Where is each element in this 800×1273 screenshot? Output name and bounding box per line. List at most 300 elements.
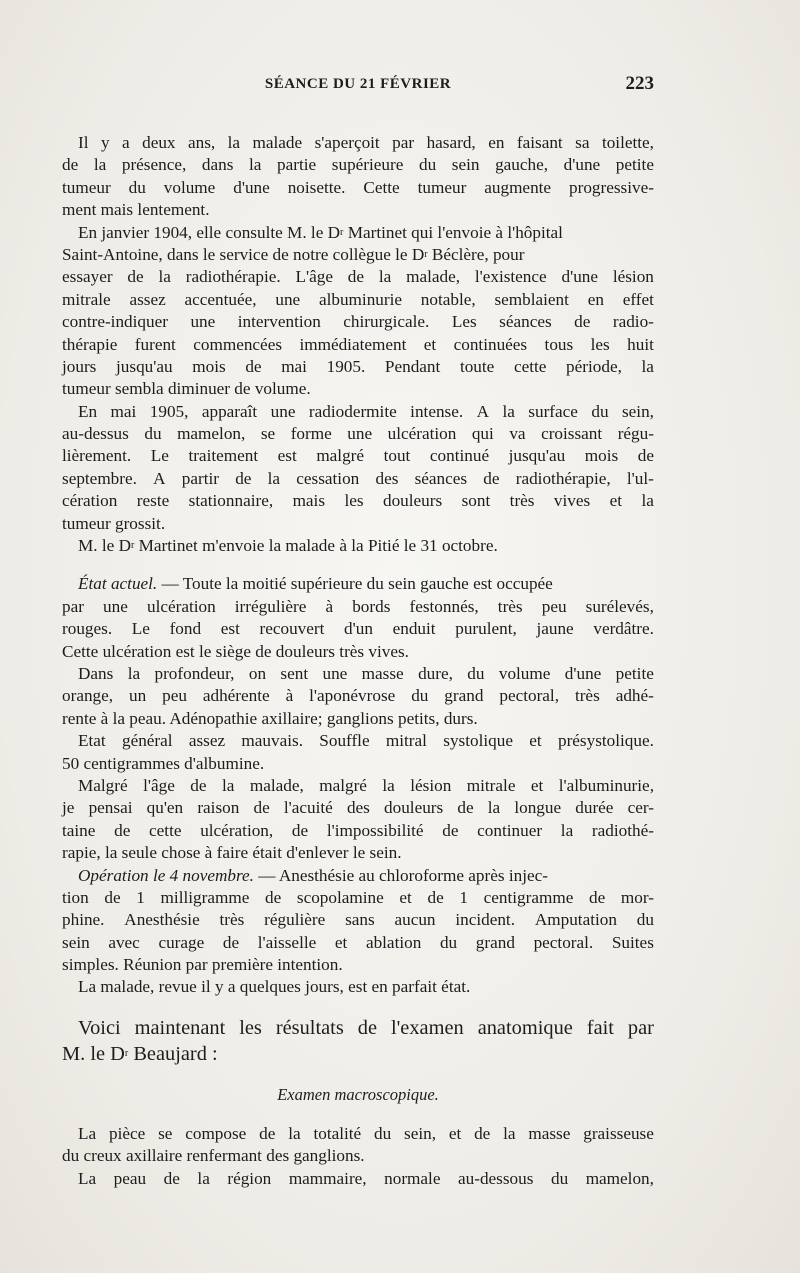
word: faisant <box>516 133 563 152</box>
word: mor- <box>620 887 654 907</box>
word: peu <box>541 596 567 616</box>
word: masse <box>528 1123 571 1143</box>
word: Les <box>451 312 477 332</box>
word: partie <box>277 155 317 175</box>
word: septembre. <box>62 468 137 488</box>
word: festonnés, <box>409 596 479 616</box>
word: radiodermite <box>308 401 397 421</box>
paragraph-gap <box>62 999 654 1015</box>
word: par <box>627 1016 654 1039</box>
word: aucun <box>394 910 436 930</box>
word: de <box>245 356 262 376</box>
word: sein <box>451 155 480 175</box>
word: du <box>418 155 437 175</box>
word: tumeur <box>62 177 111 197</box>
word: tumeur <box>417 177 467 197</box>
word: 1 <box>459 887 468 907</box>
word: essayer <box>62 267 113 287</box>
word: orange, <box>62 686 114 706</box>
text-line <box>62 820 654 842</box>
word: séances <box>414 468 468 488</box>
word: une <box>190 312 216 332</box>
word: assez <box>129 289 166 309</box>
text-line: ment mais lentement. <box>62 200 210 220</box>
section-title: Examen macroscopique. <box>277 1084 439 1104</box>
word: purulent, <box>455 619 517 639</box>
word: en <box>587 289 604 309</box>
word: et <box>448 1123 462 1143</box>
text-line <box>62 887 654 909</box>
word: la <box>288 1123 301 1143</box>
word: sein, <box>404 1123 437 1143</box>
word: recouvert <box>259 619 325 639</box>
word: la <box>93 155 107 175</box>
word: mitrale <box>466 775 516 795</box>
word: totalité <box>313 1123 362 1143</box>
word: très <box>219 910 245 930</box>
text-line <box>62 618 654 640</box>
text-line <box>62 535 654 557</box>
word: semblaient <box>494 289 569 309</box>
word: l'impossibilité <box>326 820 424 840</box>
body-text <box>62 132 654 1190</box>
word: d'un <box>344 619 373 639</box>
word: toute <box>459 356 495 376</box>
word: jusqu'au <box>116 356 173 376</box>
text-line <box>62 797 654 819</box>
word: stationnaire, <box>188 491 274 511</box>
text-line <box>62 685 654 707</box>
word: cessation <box>296 468 360 488</box>
word: est <box>277 446 297 466</box>
word: radiothé- <box>591 820 654 840</box>
word: la <box>267 468 281 488</box>
word: noisette. <box>287 177 346 197</box>
text-run: Martinet qui l'envoie à l'hôpital <box>343 222 563 242</box>
word: furent <box>134 334 176 354</box>
word: cération <box>62 491 118 511</box>
text-line <box>62 730 654 752</box>
word: l'ul- <box>626 468 654 488</box>
text-line <box>62 154 654 176</box>
word: a <box>122 133 130 152</box>
word: ulcération <box>387 424 457 444</box>
text-line: simples. Réunion par première intention. <box>62 955 343 975</box>
word: une <box>347 424 373 444</box>
word: la <box>487 798 501 818</box>
word: la <box>503 1123 516 1143</box>
word: sein, <box>621 401 654 421</box>
word: présence, <box>121 155 187 175</box>
word: bords <box>352 596 391 616</box>
word: radio- <box>612 312 654 332</box>
word: de <box>291 820 309 840</box>
text-line <box>62 663 654 685</box>
word: de <box>442 820 459 840</box>
word: d'une <box>564 663 602 683</box>
word: l'aponévrose <box>309 686 396 706</box>
word: surélevés, <box>585 596 654 616</box>
text-line <box>62 289 654 311</box>
word: et <box>609 491 623 511</box>
word: deux <box>142 133 176 152</box>
word: du <box>591 401 609 421</box>
word: immédiatement <box>299 334 407 354</box>
word: mamelon, <box>177 424 246 444</box>
word: curage <box>158 932 205 952</box>
word: présystolique. <box>557 731 654 751</box>
word: adhé- <box>615 686 654 706</box>
word: je <box>62 798 75 818</box>
text-line <box>62 266 654 288</box>
word: de <box>357 1016 377 1039</box>
word: malade <box>252 133 303 152</box>
word: hasard, <box>426 133 476 152</box>
page-number: 223 <box>625 73 654 94</box>
word: de <box>483 468 500 488</box>
word: cette <box>513 356 547 376</box>
running-title: SÉANCE DU 21 FÉVRIER <box>264 76 452 92</box>
word: l'âge <box>143 775 175 795</box>
word: de <box>474 1123 491 1143</box>
word: ans, <box>187 133 216 152</box>
word: centigramme <box>483 887 574 907</box>
superscript: r <box>340 226 344 238</box>
word: la <box>641 356 654 376</box>
text-line <box>62 177 654 199</box>
word: mois <box>192 356 226 376</box>
text-line: Cette ulcération est le siège de douleurs très vives. <box>62 641 409 661</box>
word: contre-indiquer <box>62 312 168 332</box>
word: taine <box>62 820 96 840</box>
text-line <box>62 865 654 887</box>
word: sont <box>461 491 491 511</box>
word: Pendant <box>384 356 441 376</box>
word: albuminurie <box>318 289 403 309</box>
word: une <box>270 401 296 421</box>
word: apparaît <box>201 401 258 421</box>
word: notable, <box>420 289 476 309</box>
word: et <box>529 731 542 751</box>
word: supérieure <box>331 155 404 175</box>
word: la <box>560 820 574 840</box>
word: chirurgicale. <box>343 312 430 332</box>
word: séances <box>499 312 552 332</box>
text-run: — Toute la moitié supérieure du sein gauche est occupée <box>157 574 553 594</box>
text-line <box>62 490 654 512</box>
word: la <box>378 267 392 287</box>
text-run: Martinet m'envoie la malade à la Pitié le 31 octobre. <box>134 536 498 556</box>
word: malade, <box>249 775 304 795</box>
word: la <box>502 401 515 421</box>
text-run: M. le D <box>78 536 131 556</box>
paragraph-gap <box>62 1107 654 1123</box>
word: augmente <box>484 177 552 197</box>
word: la <box>641 491 654 511</box>
word: des <box>346 798 370 818</box>
word: une <box>275 289 301 309</box>
text-line <box>62 222 654 244</box>
text-line <box>62 596 654 618</box>
text-line: 50 centigrammes d'albumine. <box>62 753 265 773</box>
word: Le <box>150 446 169 466</box>
word: du <box>550 1168 569 1188</box>
word: accentuée, <box>184 289 257 309</box>
word: forme <box>290 424 332 444</box>
text-run: Saint-Antoine, dans le service de notre collègue le D <box>62 244 425 264</box>
word: ulcération, <box>200 820 274 840</box>
word: va <box>509 424 526 444</box>
word: Amputation <box>534 910 617 930</box>
word: de <box>114 820 131 840</box>
word: mauvais. <box>241 731 303 751</box>
word: cer- <box>627 798 654 818</box>
word: du <box>144 424 162 444</box>
word: du <box>467 663 485 683</box>
word: effet <box>622 289 654 309</box>
text-line <box>62 932 654 954</box>
paragraph-gap <box>62 1067 654 1083</box>
word: gauche, <box>495 155 549 175</box>
word: qu'en <box>146 798 184 818</box>
word: grand <box>475 932 515 952</box>
word: grand <box>444 686 484 706</box>
word: l'examen <box>390 1016 464 1039</box>
word: de <box>574 312 591 332</box>
word: dans <box>201 155 234 175</box>
word: toilette, <box>601 133 654 152</box>
word: 1 <box>136 887 145 907</box>
word: mammaire, <box>288 1168 367 1188</box>
word: rouges. <box>62 619 113 639</box>
word: assez <box>188 731 226 751</box>
word: mamelon, <box>585 1168 654 1188</box>
word: surface <box>528 401 578 421</box>
word: du <box>636 910 654 930</box>
word: La <box>78 1123 97 1143</box>
word: de <box>457 798 474 818</box>
word: les <box>590 334 610 354</box>
word: jusqu'au <box>508 446 566 466</box>
word: douleurs <box>382 491 443 511</box>
word: et <box>399 887 412 907</box>
word: phine. <box>62 910 105 930</box>
word: et <box>423 334 437 354</box>
word: continuer <box>477 820 543 840</box>
word: y <box>100 133 110 152</box>
word: mai <box>110 401 137 421</box>
word: les <box>344 491 364 511</box>
word: la <box>249 155 262 175</box>
word: l'existence <box>474 267 547 287</box>
word: de <box>265 887 282 907</box>
word: une <box>103 596 128 616</box>
word: à <box>325 596 334 616</box>
word: radiothérapie. <box>185 267 281 287</box>
word: 1905, <box>149 401 189 421</box>
word: l'acuité <box>283 798 333 818</box>
word: par <box>62 596 84 616</box>
text-line <box>62 468 654 490</box>
word: de <box>235 468 252 488</box>
word: au-dessous <box>458 1168 534 1188</box>
word: En <box>78 401 98 421</box>
word: pièce <box>108 1123 146 1143</box>
text-line <box>62 573 654 595</box>
word: volume <box>163 177 216 197</box>
word: traitement <box>188 446 259 466</box>
word: l'aisselle <box>257 932 317 952</box>
word: La <box>78 1168 97 1188</box>
word: maintenant <box>134 1016 226 1039</box>
word: se <box>158 1123 173 1143</box>
text-line: rapie, la seule chose à faire était d'enlever le sein. <box>62 843 402 863</box>
word: très <box>497 596 523 616</box>
word: la <box>227 133 241 152</box>
word: cette <box>149 820 182 840</box>
word: tous <box>544 334 574 354</box>
text-line <box>62 356 654 378</box>
word: continuées <box>453 334 528 354</box>
word: de <box>253 798 270 818</box>
word: commencées <box>193 334 283 354</box>
word: avec <box>108 932 140 952</box>
word: Voici <box>78 1016 121 1039</box>
word: normale <box>384 1168 441 1188</box>
text-run: Beaujard : <box>128 1042 218 1065</box>
word: mitrale <box>62 289 111 309</box>
word: intense. <box>410 401 464 421</box>
word: très <box>509 491 535 511</box>
word: jours <box>62 356 97 376</box>
word: lésion <box>410 775 452 795</box>
word: de <box>62 155 79 175</box>
word: malgré <box>319 775 367 795</box>
word: région <box>227 1168 272 1188</box>
word: un <box>128 686 147 706</box>
word: Anesthésie <box>124 910 200 930</box>
word: L'âge <box>295 267 333 287</box>
word: jaune <box>536 619 574 639</box>
word: tion <box>62 887 89 907</box>
word: mais <box>292 491 326 511</box>
paragraph-gap <box>62 557 654 573</box>
word: d'une <box>563 155 601 175</box>
word: sans <box>345 910 375 930</box>
word: de <box>190 775 207 795</box>
word: irrégulière <box>234 596 307 616</box>
word: petite <box>615 663 654 683</box>
word: Le <box>131 619 150 639</box>
word: régulière <box>264 910 326 930</box>
text-line: du creux axillaire renfermant des ganglions. <box>62 1146 365 1166</box>
word: Cette <box>363 177 400 197</box>
word: verdâtre. <box>593 619 654 639</box>
word: A <box>153 468 166 488</box>
word: systolique <box>443 731 513 751</box>
word: lièrement. <box>62 446 132 466</box>
italic-heading: Opération le 4 novembre. <box>78 865 254 885</box>
word: raison <box>197 798 240 818</box>
word: pensai <box>88 798 133 818</box>
page-header <box>62 73 654 100</box>
text-run: M. le D <box>62 1042 125 1065</box>
word: la <box>197 1168 210 1188</box>
word: 1905. <box>326 356 366 376</box>
word: très <box>574 686 600 706</box>
word: croissant <box>541 424 603 444</box>
word: sent <box>280 663 309 683</box>
word: Etat <box>78 731 106 751</box>
word: en <box>488 133 505 152</box>
large-paragraph <box>62 1015 654 1067</box>
word: du <box>374 1123 392 1143</box>
word: Dans <box>78 663 114 683</box>
text-line <box>62 244 654 266</box>
word: Il <box>78 133 89 152</box>
word: de <box>222 932 240 952</box>
word: enduit <box>392 619 436 639</box>
word: mai <box>281 356 307 376</box>
text-line: rente à la peau. Adénopathie axillaire; ganglions petits, durs. <box>62 708 478 728</box>
word: de <box>163 1168 180 1188</box>
word: de <box>347 267 365 287</box>
word: pectoral, <box>499 686 560 706</box>
word: continué <box>429 446 490 466</box>
italic-heading: État actuel. <box>78 574 158 594</box>
word: intervention <box>237 312 321 332</box>
text-line: tumeur sembla diminuer de volume. <box>62 379 311 399</box>
word: milligramme <box>160 887 250 907</box>
word: la <box>127 663 141 683</box>
word: anatomique <box>477 1016 573 1039</box>
text-line <box>62 334 654 356</box>
word: et <box>530 775 544 795</box>
superscript: r <box>131 540 135 552</box>
word: général <box>121 731 173 751</box>
text-line: La malade, revue il y a quelques jours, est en parfait état. <box>78 977 471 997</box>
word: s'aperçoit <box>314 133 380 152</box>
word: volume <box>498 663 551 683</box>
word: ulcération <box>146 596 216 616</box>
word: ablation <box>365 932 422 952</box>
word: à <box>285 686 294 706</box>
word: Malgré <box>78 775 128 795</box>
word: la <box>158 267 171 287</box>
superscript: r <box>124 1047 129 1059</box>
text-line <box>62 1168 654 1190</box>
word: scopolamine <box>296 887 384 907</box>
text-run: Béclère, pour <box>427 244 525 264</box>
word: lésion <box>612 267 654 287</box>
word: graisseuse <box>583 1123 654 1143</box>
word: Souffle <box>319 731 370 751</box>
word: profondeur, <box>154 663 235 683</box>
word: au-dessus <box>62 424 129 444</box>
word: période, <box>566 356 622 376</box>
word: du <box>128 177 146 197</box>
word: mois <box>584 446 619 466</box>
word: longue <box>514 798 562 818</box>
word: reste <box>136 491 170 511</box>
word: l'albuminurie, <box>558 775 654 795</box>
word: peu <box>162 686 187 706</box>
word: de <box>127 267 144 287</box>
word: de <box>427 887 444 907</box>
word: de <box>259 1123 276 1143</box>
word: du <box>439 932 458 952</box>
word: dure, <box>418 663 453 683</box>
